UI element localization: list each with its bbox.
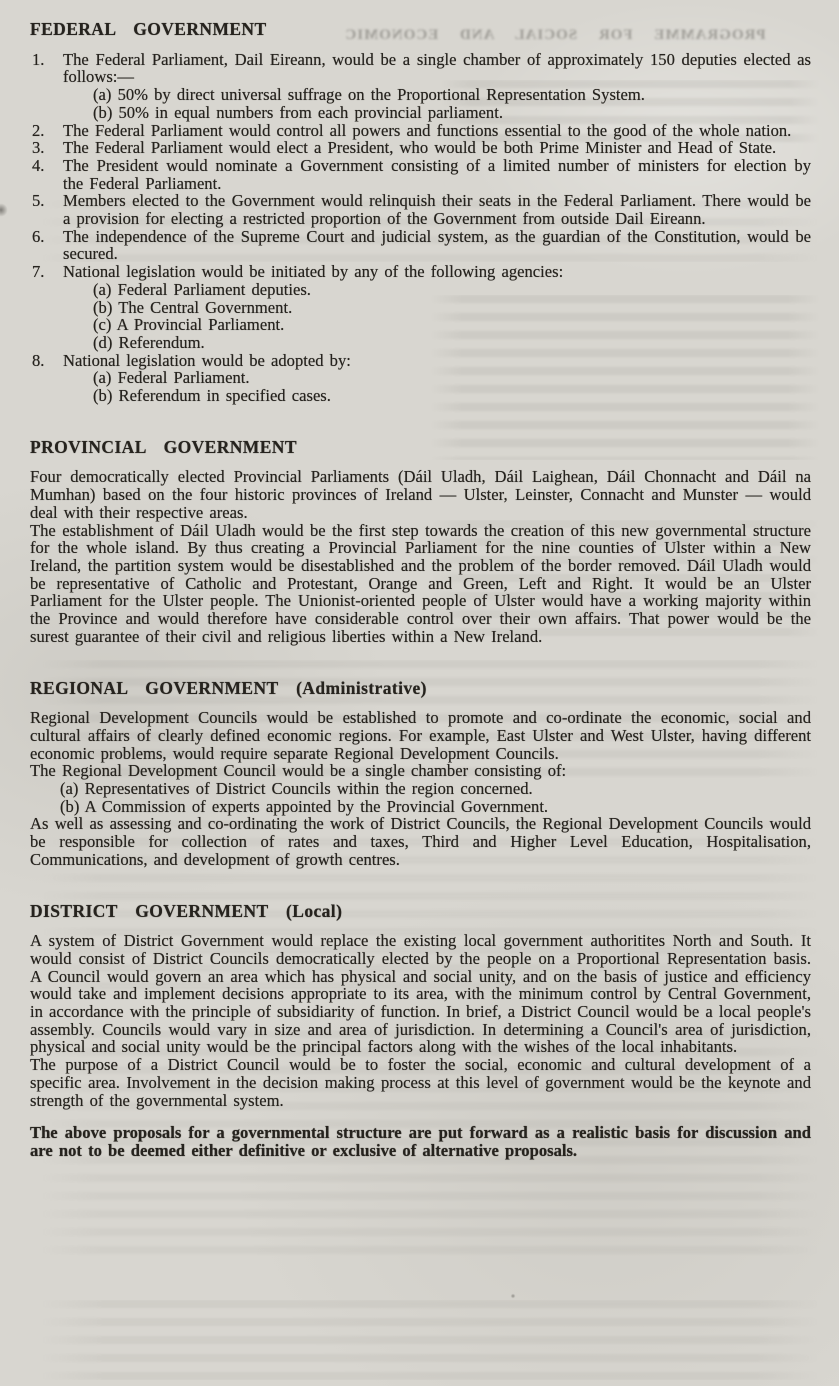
section-heading-provincial-government: PROVINCIAL GOVERNMENT <box>30 436 297 457</box>
item-text: The President would nominate a Government consisting of a limited number of ministers for election by the Federal Parliament. <box>63 155 811 193</box>
provincial-paragraph-1: Four democratically elected Provincial Parliaments (Dáil Uladh, Dáil Laighean, Dáil Chonnacht and Dáil na Mumhan) based on the four historic provinces of Ireland — Ulster, Leinster, Connacht and Munster — would deal with their respective areas. <box>30 467 811 522</box>
list-item-1 <box>30 51 811 122</box>
sub-item-a: (a) 50% by direct universal suffrage on the Proportional Representation System. <box>93 85 645 105</box>
section-heading-district-government: DISTRICT GOVERNMENT (Local) <box>30 900 343 921</box>
regional-paragraph-2: As well as assessing and co-ordinating the work of District Councils, the Regional Development Councils would be responsible for collection of rates and taxes, Third and Higher Level Education, Hospitalisation, Communications, and development of growth centres. <box>30 814 811 869</box>
sub-item-b: (b) Referendum in specified cases. <box>93 386 331 406</box>
list-item-5 <box>30 192 811 227</box>
regional-paragraph-1: Regional Development Councils would be established to promote and co-ordinate the economic, social and cultural affairs of clearly defined economic regions. For example, East Ulster and West Ulster, having different economic problems, would require separate Regional Development Councils. <box>30 708 811 763</box>
sub-item-c: (c) A Provincial Parliament. <box>93 315 285 335</box>
district-paragraph-2: The purpose of a District Council would be to foster the social, economic and cultural development of a specific area. Involvement in the decision making process at this level of government would be the keynote and strength of the governmental system. <box>30 1055 811 1110</box>
federal-numbered-list <box>30 51 811 405</box>
closing-statement: The above proposals for a governmental structure are put forward as a realistic basis for discussion and are not to be deemed either definitive or exclusive of alternative proposals. <box>30 1123 811 1160</box>
item-text: National legislation would be adopted by: <box>63 350 351 370</box>
list-item-7 <box>30 263 811 352</box>
item-number: 6. <box>32 226 45 246</box>
item-text: National legislation would be initiated by any of the following agencies: <box>63 262 564 282</box>
sub-item-b: (b) 50% in equal numbers from each provincial parliament. <box>93 102 503 122</box>
list-item-6 <box>30 228 811 263</box>
item-text: Members elected to the Government would relinquish their seats in the Federal Parliament. There would be a provision for electing a restricted proportion of the Government from outside Dail Eireann. <box>63 191 811 229</box>
item-number: 5. <box>32 191 45 211</box>
list-item-4 <box>30 157 811 192</box>
list-item-2 <box>30 122 811 140</box>
sub-item-a: (a) Federal Parliament. <box>93 368 250 388</box>
item-number: 4. <box>32 155 45 175</box>
item-number: 8. <box>32 350 45 370</box>
item-number: 3. <box>32 138 45 158</box>
regional-sub-item-a: (a) Representatives of District Councils within the region concerned. <box>60 779 533 799</box>
provincial-paragraph-2: The establishment of Dáil Uladh would be the first step towards the creation of this new governmental structure for the whole island. By thus creating a Provincial Parliament for the nine counties of Ulster within a New Ireland, the partition system would be disestablished and the problem of the border removed. Dáil Uladh would be representative of Catholic and Protestant, Orange and Green, Left and Right. It would be an Ulster Parliament for the Ulster people. The Unionist-oriented people of Ulster would have a working majority within the Province and would therefore have considerable control over their own affairs. That power would be the surest guarantee of their civil and religious liberties within a New Ireland. <box>30 520 811 646</box>
sub-item-a: (a) Federal Parliament deputies. <box>93 279 311 299</box>
item-text: The independence of the Supreme Court and judicial system, as the guardian of the Constitution, would be secured. <box>63 226 811 264</box>
item-text: The Federal Parliament, Dail Eireann, would be a single chamber of approximately 150 deputies elected as follows:— <box>63 49 811 87</box>
list-item-3 <box>30 139 811 157</box>
section-heading-federal-government: FEDERAL GOVERNMENT <box>30 19 267 39</box>
bleed-through-heading: PROGRAMME FOR SOCIAL AND ECONOMIC <box>344 27 766 43</box>
list-item-8 <box>30 352 811 405</box>
regional-lead-line: The Regional Development Council would be a single chamber consisting of: <box>30 761 567 781</box>
item-number: 7. <box>32 262 45 282</box>
document-content <box>30 21 811 1160</box>
item-text: The Federal Parliament would elect a President, who would be both Prime Minister and Head of State. <box>63 138 777 158</box>
item-number: 2. <box>32 120 45 140</box>
item-number: 1. <box>32 49 45 69</box>
section-heading-regional-government: REGIONAL GOVERNMENT (Administrative) <box>30 677 427 698</box>
sub-item-d: (d) Referendum. <box>93 332 205 352</box>
bleed-through-lines <box>40 1300 820 1380</box>
regional-sub-item-b: (b) A Commission of experts appointed by the Provincial Government. <box>60 796 549 816</box>
sub-item-b: (b) The Central Government. <box>93 297 293 317</box>
item-text: The Federal Parliament would control all powers and functions essential to the good of the whole nation. <box>63 120 792 140</box>
district-paragraph-1: A system of District Government would replace the existing local government authoritites North and South. It would consist of District Councils democratically elected by the people on a Proportional Representation basis. A Council would govern an area which has physical and social unity, and on the basis of justice and efficiency would take and implement decisions appropriate to its area, with the minimum control by Central Government, in accordance with the principle of subsidiarity of function. In brief, a District Council would be a local people's assembly. Councils would vary in size and area of jurisdiction. In determining a Council's area of jurisdiction, physical and social unity would be the principal factors along with the wishes of the local inhabitants. <box>30 931 811 1057</box>
